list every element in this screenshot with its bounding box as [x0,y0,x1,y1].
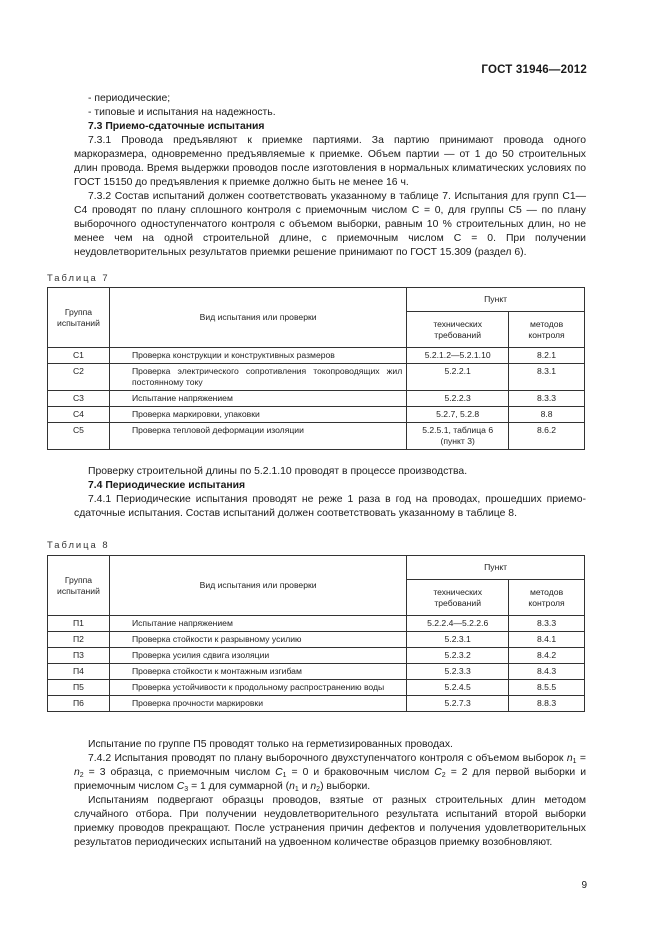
paragraph-p5-note: Испытание по группе П5 проводят только на герметизированных проводах. [88,739,453,750]
p742-eq1: = 3 образца, с приемочным числом [88,767,271,778]
cell-name: Проверка усилия сдвига изоляции [109,648,406,664]
cell-name: Проверка стойкости к разрывному усилию [109,632,406,648]
cell-group: П1 [48,616,110,632]
cell-tech: 5.2.2.4—5.2.2.6 [407,616,509,632]
cell-group: С1 [48,348,110,364]
p742-start: 7.4.2 Испытания проводят по плану выборочного двухступенчатого контроля с объемом выборок [88,753,564,764]
bottom-block [74,738,586,850]
cell-group: П5 [48,680,110,696]
paragraph-length-check: Проверку строительной длины по 5.2.1.10 проводят в процессе производства. [88,466,468,477]
standard-header: ГОСТ 31946—2012 [481,64,587,76]
p742-end: ) выборки. [320,781,371,792]
section-heading-7-4: 7.4 Периодические испытания [88,480,246,491]
p742-eq4: = 1 для суммарной ( [191,781,290,792]
cell-method: 8.5.5 [509,680,585,696]
cell-group: П6 [48,696,110,712]
page-number: 9 [581,880,587,891]
header-group: Группа испытаний [48,288,110,348]
header-punkt: Пункт [407,556,585,580]
cell-name: Испытание напряжением [109,616,406,632]
cell-name: Проверка маркировки, упаковки [109,407,406,423]
header-tech: технических требований [407,580,509,616]
cell-method: 8.4.1 [509,632,585,648]
cell-name: Проверка электрического сопротивления токопроводящих жил постоянному току [109,364,406,391]
cell-method: 8.3.3 [509,391,585,407]
cell-method: 8.4.2 [509,648,585,664]
p742-eq2: = 0 и браковочным числом [291,767,430,778]
table-row [48,391,585,407]
cell-method: 8.4.3 [509,664,585,680]
cell-method: 8.6.2 [509,423,585,450]
section-heading-7-3: 7.3 Приемо-сдаточные испытания [88,121,265,132]
cell-group: П4 [48,664,110,680]
paragraph-7-4-2: 7.4.2 Испытания проводят по плану выборочного двухступенчатого контроля с объемом выборок $n_1 = n_2 = 3$ образца, с приемочным числом $C_1 = 0$ и браковочным числом $C_2 = 2$ для первой выборки и приемочным числом $C_3 = 1$ для суммарной ($n_1$ и $n_2$) выборки. [74,753,587,793]
table8-caption: Таблица 8 [47,539,110,550]
table-row [48,348,585,364]
header-group: Группа испытаний [48,556,110,616]
p742-and: и [301,781,308,792]
table-row [48,680,585,696]
cell-method: 8.8 [509,407,585,423]
list-item: - типовые и испытания на надежность. [88,107,276,118]
cell-group: П2 [48,632,110,648]
cell-name: Проверка устойчивости к продольному распространению воды [109,680,406,696]
p742-eq3: = 2 для первой выборки и приемочным числом [74,767,587,792]
cell-method: 8.2.1 [509,348,585,364]
cell-tech: 5.2.7.3 [407,696,509,712]
cell-group: С2 [48,364,110,391]
table-row [48,423,585,450]
cell-method: 8.3.1 [509,364,585,391]
list-item: - периодические; [88,93,171,104]
cell-tech: 5.2.3.1 [407,632,509,648]
header-methods: методов контроля [509,312,585,348]
cell-group: С5 [48,423,110,450]
cell-tech: 5.2.2.3 [407,391,509,407]
intro-block [74,92,586,260]
header-kind: Вид испытания или проверки [109,288,406,348]
paragraph-7-4-1: 7.4.1 Периодические испытания проводят не реже 1 раза в год на проводах, прошедших приемо-сдаточные испытания. Состав испытаний должен соответствовать указанному в таблице 8. [74,494,586,519]
cell-tech: 5.2.3.3 [407,664,509,680]
cell-name: Проверка прочности маркировки [109,696,406,712]
cell-tech: 5.2.2.1 [407,364,509,391]
header-tech: технических требований [407,312,509,348]
cell-name: Проверка тепловой деформации изоляции [109,423,406,450]
table-row [48,364,585,391]
table-row [48,632,585,648]
paragraph-final: Испытаниям подвергают образцы проводов, взятые от разных строительных длин методом случайного отбора. При получении неудовлетворительного результата испытаний второй выборки приемку проводов прекращают. После устранения причин дефектов и получения удовлетворительных результатов периодических испытаний на удвоенном количестве образцов приемку возобновляют. [74,795,586,848]
cell-group: С4 [48,407,110,423]
cell-group: П3 [48,648,110,664]
middle-block [74,465,586,521]
cell-tech: 5.2.4.5 [407,680,509,696]
cell-tech: 5.2.1.2—5.2.1.10 [407,348,509,364]
table-7 [47,287,585,450]
cell-tech: 5.2.7, 5.2.8 [407,407,509,423]
table-row [48,664,585,680]
table-row [48,696,585,712]
table-8 [47,555,585,712]
cell-name: Проверка конструкции и конструктивных размеров [109,348,406,364]
cell-tech: 5.2.5.1, таблица 6 (пункт 3) [407,423,509,450]
cell-group: С3 [48,391,110,407]
table-row [48,616,585,632]
cell-name: Испытание напряжением [109,391,406,407]
table-row [48,648,585,664]
paragraph-7-3-1: 7.3.1 Провода предъявляют к приемке партиями. За партию принимают провода одного маркоразмера, одновременно предъявляемые к приемке. Объем партии — от 1 до 50 строительных длин провода. Время выдержки проводов после изготовления в нормальных климатических условиях по ГОСТ 15150 до предъявления к приемке должно быть не менее 16 ч. [74,135,586,188]
cell-method: 8.3.3 [509,616,585,632]
header-methods: методов контроля [509,580,585,616]
table7-caption: Таблица 7 [47,272,110,283]
cell-tech: 5.2.3.2 [407,648,509,664]
table-row [48,407,585,423]
header-punkt: Пункт [407,288,585,312]
header-kind: Вид испытания или проверки [109,556,406,616]
cell-name: Проверка стойкости к монтажным изгибам [109,664,406,680]
paragraph-7-3-2: 7.3.2 Состав испытаний должен соответствовать указанному в таблице 7. Испытания для групп С1—С4 проводят по плану сплошного контроля с приемочным числом C = 0, для группы С5 — по плану выборочного одноступенчатого контроля с объемом выборки, равным 10 % строительных длин, но не менее чем на одной строительной длине, с приемочным числом C = 0. При получении неудовлетворительных результатов приемки решение принимают по ГОСТ 15.309 (раздел 6). [74,191,586,258]
cell-method: 8.8.3 [509,696,585,712]
